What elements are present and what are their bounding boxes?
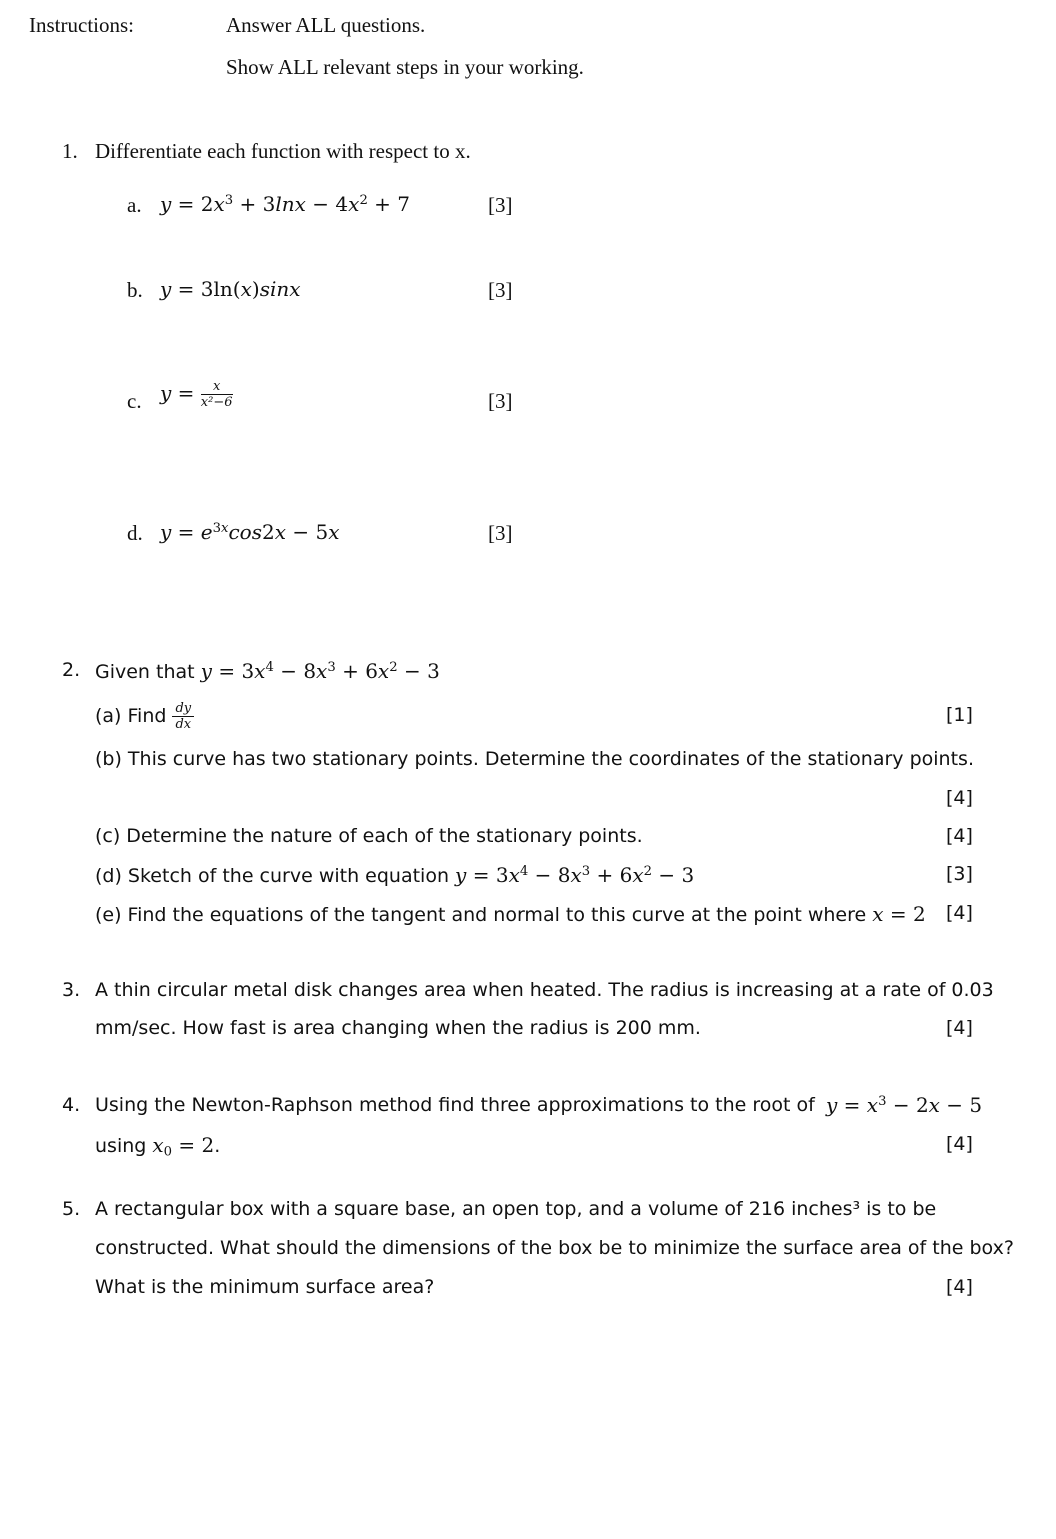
q2c-text: (c) Determine the nature of each of the stationary points. [95, 825, 643, 847]
fraction-denominator: x²−6 [200, 395, 233, 410]
q2b-text: (b) This curve has two stationary points. Determine the coordinates of the stationary points. [95, 748, 974, 770]
fraction [201, 380, 233, 409]
q2e-marks: [4] [946, 902, 973, 924]
q3-number: 3. [62, 979, 81, 1001]
q2b-marks: [4] [946, 787, 973, 809]
q4-line-2: using $x_0 = 2$. [95, 1133, 221, 1160]
q1c-marks: [3] [488, 389, 513, 413]
q2c-marks: [4] [946, 825, 973, 847]
q1b-expression: y = 3ln(x)sinx [160, 277, 301, 301]
q2d-text: (d) Sketch of the curve with equation $y = 3x^4 - 8x^3 + 6x^2 - 3$ [95, 863, 695, 887]
q4-equation: $y = x^3 - 2x - 5$ [826, 1093, 983, 1117]
q3-line-2: mm/sec. How fast is area changing when the radius is 200 mm. [95, 1017, 701, 1039]
q1d-marks: [3] [488, 521, 513, 545]
q4-number: 4. [62, 1094, 81, 1116]
q5-line-3: What is the minimum surface area? [95, 1276, 435, 1298]
q1d-expression: $y = e^{3x}\cos 2x - 5x$ [160, 520, 340, 544]
q5-line-2: constructed. What should the dimensions of the box be to minimize the surface area of the box? [95, 1237, 1014, 1259]
q1a-expression: $y = 2x^3 + 3\ln x - 4x^2 + 7$ [160, 192, 411, 216]
q1c-label: c. [127, 389, 142, 413]
q3-line-1: A thin circular metal disk changes area when heated. The radius is increasing at a rate of 0.03 [95, 979, 994, 1001]
q2a-marks: [1] [946, 704, 973, 726]
instruction-line-2: Show ALL relevant steps in your working. [226, 55, 584, 79]
q1-number: 1. [62, 139, 78, 163]
q5-line-1: A rectangular box with a square base, an open top, and a volume of 216 inches³ is to be [95, 1198, 937, 1220]
q2d-marks: [3] [946, 863, 973, 885]
q1a-marks: [3] [488, 193, 513, 217]
q3-marks: [4] [946, 1017, 973, 1039]
instruction-line-1: Answer ALL questions. [226, 13, 426, 37]
q1b-label: b. [127, 278, 143, 302]
q1b-marks: [3] [488, 278, 513, 302]
q4-marks: [4] [946, 1133, 973, 1155]
q1a-label: a. [127, 193, 142, 217]
instructions-label: Instructions: [29, 13, 134, 37]
q2-number: 2. [62, 659, 81, 681]
q5-marks: [4] [946, 1276, 973, 1298]
q1d-label: d. [127, 521, 143, 545]
q5-number: 5. [62, 1198, 81, 1220]
fraction-numerator: x [201, 380, 233, 395]
q2a-text: (a) Find $\frac{dy}{dx}$ [95, 702, 194, 731]
q1c-expression: y = $\frac{x}{\text{x²−6}}$ [160, 379, 233, 410]
q2-given: Given that $y = 3x^4 - 8x^3 + 6x^2 - 3$ [95, 659, 440, 683]
q4-line-1: Using the Newton-Raphson method find three approximations to the root of [95, 1094, 815, 1116]
q2e-text: (e) Find the equations of the tangent and normal to this curve at the point where x = 2 [95, 902, 926, 926]
q1-text: Differentiate each function with respect to x. [95, 139, 471, 163]
